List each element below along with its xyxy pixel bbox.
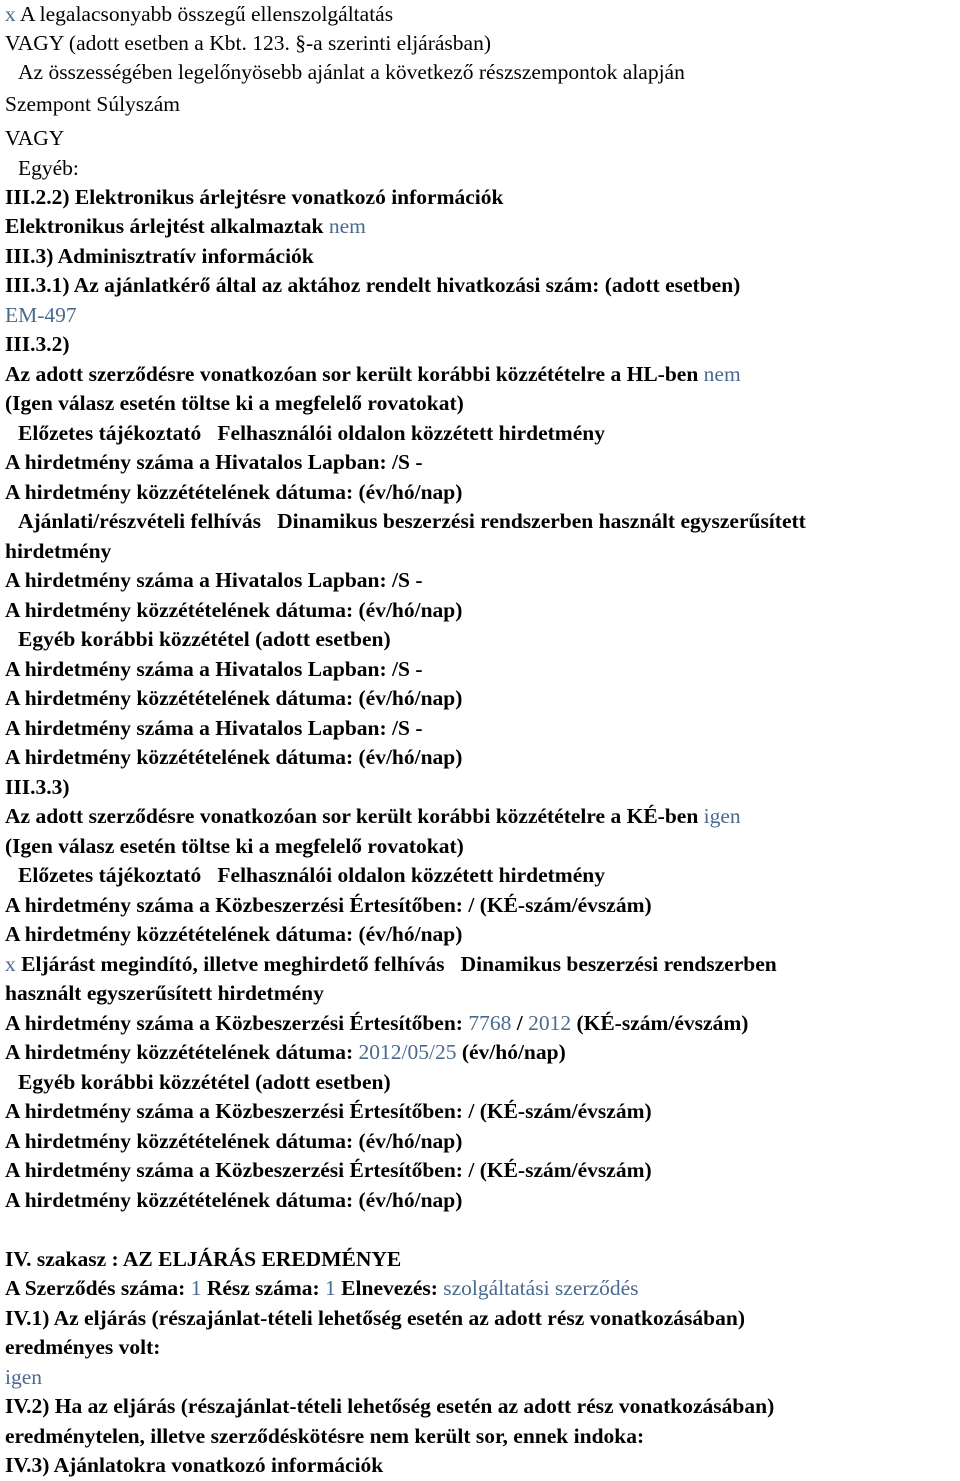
- field-text: Egyéb korábbi közzététel (adott esetben): [18, 627, 391, 651]
- field-text: A hirdetmény száma a Közbeszerzési Értesítőben: / (KÉ-szám/évszám): [5, 893, 652, 917]
- document-line: [5, 743, 462, 772]
- field-text: A hirdetmény közzétételének dátuma: (év/hó/nap): [5, 686, 463, 710]
- field-value: igen: [5, 1365, 43, 1389]
- document-line: [5, 920, 462, 949]
- field-text: A hirdetmény száma a Közbeszerzési Értesítőben:: [5, 1011, 469, 1035]
- document-line: [5, 1038, 566, 1067]
- document-line: [5, 566, 423, 595]
- field-text: A hirdetmény száma a Közbeszerzési Értesítőben: / (KÉ-szám/évszám): [5, 1158, 652, 1182]
- document-line: [5, 29, 491, 58]
- document-line: [5, 1304, 745, 1333]
- field-text: Elektronikus árlejtést alkalmaztak: [5, 214, 329, 238]
- document-line: [5, 1097, 652, 1126]
- field-text: A hirdetmény száma a Hivatalos Lapban: /S -: [5, 450, 423, 474]
- field-text: A hirdetmény közzétételének dátuma:: [5, 1040, 359, 1064]
- document-line: [18, 861, 605, 890]
- document-line: [18, 507, 806, 536]
- document-line: [5, 478, 462, 507]
- field-text: eredményes volt:: [5, 1335, 161, 1359]
- field-text: Egyéb korábbi közzététel (adott esetben): [18, 1070, 391, 1094]
- document-line: [5, 1392, 774, 1421]
- field-text: (Igen válasz esetén töltse ki a megfelelő rovatokat): [5, 834, 464, 858]
- field-value: x: [5, 952, 16, 976]
- document-line: [5, 330, 70, 359]
- field-value: 2012/05/25: [358, 1040, 457, 1064]
- field-text: A hirdetmény száma a Hivatalos Lapban: /S -: [5, 657, 423, 681]
- field-text: használt egyszerűsített hirdetmény: [5, 981, 324, 1005]
- document-line: [5, 1127, 462, 1156]
- field-text: IV. szakasz : AZ ELJÁRÁS EREDMÉNYE: [5, 1247, 402, 1271]
- document-line: [5, 1363, 42, 1392]
- field-value: 7768: [468, 1011, 512, 1035]
- document-line: [5, 271, 740, 300]
- field-text: A hirdetmény száma a Hivatalos Lapban: /S -: [5, 716, 423, 740]
- field-value: 1: [325, 1276, 336, 1300]
- field-text: hirdetmény: [5, 539, 112, 563]
- document-line: [18, 625, 391, 654]
- document-line: [5, 0, 393, 29]
- document-line: [5, 1274, 638, 1303]
- document-line: [5, 832, 464, 861]
- field-text: Rész száma:: [201, 1276, 326, 1300]
- field-value: szolgáltatási szerződés: [443, 1276, 639, 1300]
- field-text: Előzetes tájékoztató Felhasználói oldalon közzétett hirdetmény: [18, 863, 605, 887]
- field-text: III.2.2) Elektronikus árlejtésre vonatkozó információk: [5, 185, 504, 209]
- document-line: [5, 950, 777, 979]
- field-value: EM-497: [5, 303, 77, 327]
- document-line: [5, 596, 462, 625]
- field-text: III.3.1) Az ajánlatkérő által az aktához rendelt hivatkozási szám: (adott esetben): [5, 273, 741, 297]
- document-line: [5, 1333, 160, 1362]
- document-line: [18, 58, 685, 87]
- document-line: [18, 154, 79, 183]
- field-text: Eljárást megindító, illetve meghirdető felhívás Dinamikus beszerzési rendszerben: [15, 952, 777, 976]
- document-line: [5, 1009, 748, 1038]
- document-line: [5, 360, 741, 389]
- document-line: [5, 684, 462, 713]
- field-text: A hirdetmény közzétételének dátuma: (év/hó/nap): [5, 922, 463, 946]
- field-text: VAGY: [5, 126, 65, 150]
- document-line: [5, 301, 77, 330]
- field-value: nem: [328, 214, 366, 238]
- document-line: [5, 891, 652, 920]
- field-text: A hirdetmény közzétételének dátuma: (év/hó/nap): [5, 1188, 463, 1212]
- field-text: IV.1) Az eljárás (részajánlat-tételi lehetőség esetén az adott rész vonatkozásában): [5, 1306, 745, 1330]
- document-line: [5, 655, 423, 684]
- field-text: A hirdetmény száma a Közbeszerzési Értesítőben: / (KÉ-szám/évszám): [5, 1099, 652, 1123]
- field-text: (év/hó/nap): [456, 1040, 566, 1064]
- document-line: [5, 1245, 401, 1274]
- field-text: Ajánlati/részvételi felhívás Dinamikus beszerzési rendszerben használt egyszerűsített: [18, 509, 806, 533]
- field-text: A legalacsonyabb összegű ellenszolgáltatás: [15, 2, 394, 26]
- field-text: Az adott szerződésre vonatkozóan sor került korábbi közzétételre a KÉ-ben: [5, 804, 704, 828]
- field-value: igen: [703, 804, 741, 828]
- field-text: eredménytelen, illetve szerződéskötésre nem került sor, ennek indoka:: [5, 1424, 645, 1448]
- field-text: III.3) Adminisztratív információk: [5, 244, 314, 268]
- field-text: Egyéb:: [18, 156, 79, 180]
- field-text: A hirdetmény közzétételének dátuma: (év/hó/nap): [5, 598, 463, 622]
- document-line: [5, 1451, 383, 1480]
- field-value: nem: [703, 362, 741, 386]
- document-line: [5, 979, 324, 1008]
- field-text: Az összességében legelőnyösebb ajánlat a következő részszempontok alapján: [18, 60, 685, 84]
- document-line: [5, 90, 180, 119]
- field-text: Az adott szerződésre vonatkozóan sor került korábbi közzétételre a HL-ben: [5, 362, 704, 386]
- document-line: [5, 802, 741, 831]
- field-text: III.3.2): [5, 332, 70, 356]
- field-text: (KÉ-szám/évszám): [571, 1011, 749, 1035]
- document-line: [5, 537, 111, 566]
- field-text: A hirdetmény száma a Hivatalos Lapban: /S -: [5, 568, 423, 592]
- document-line: [5, 183, 503, 212]
- field-text: VAGY (adott esetben a Kbt. 123. §-a szerinti eljárásban): [5, 31, 491, 55]
- field-value: 1: [190, 1276, 202, 1300]
- document-line: [5, 212, 366, 241]
- document-line: [5, 389, 464, 418]
- field-text: (Igen válasz esetén töltse ki a megfelelő rovatokat): [5, 391, 464, 415]
- field-value: x: [5, 2, 16, 26]
- field-text: A hirdetmény közzétételének dátuma: (év/hó/nap): [5, 480, 463, 504]
- field-text: A hirdetmény közzétételének dátuma: (év/hó/nap): [5, 745, 463, 769]
- document-line: [5, 242, 314, 271]
- document-line: [5, 448, 423, 477]
- document-line: [5, 1422, 644, 1451]
- field-text: /: [511, 1011, 529, 1035]
- field-text: III.3.3): [5, 775, 70, 799]
- document-line: [5, 714, 423, 743]
- field-text: A Szerződés száma:: [5, 1276, 191, 1300]
- field-text: IV.3) Ajánlatokra vonatkozó információk: [5, 1453, 384, 1477]
- field-text: A hirdetmény közzétételének dátuma: (év/hó/nap): [5, 1129, 463, 1153]
- document-line: [18, 1068, 391, 1097]
- document-line: [18, 419, 605, 448]
- field-value: 2012: [528, 1011, 572, 1035]
- document-line: [5, 1186, 462, 1215]
- field-text: Szempont Súlyszám: [5, 92, 180, 116]
- document-line: [5, 124, 64, 153]
- field-text: IV.2) Ha az eljárás (részajánlat-tételi lehetőség esetén az adott rész vonatkozásában): [5, 1394, 775, 1418]
- document-line: [5, 1156, 652, 1185]
- field-text: Előzetes tájékoztató Felhasználói oldalon közzétett hirdetmény: [18, 421, 605, 445]
- document-line: [5, 773, 70, 802]
- field-text: Elnevezés:: [335, 1276, 444, 1300]
